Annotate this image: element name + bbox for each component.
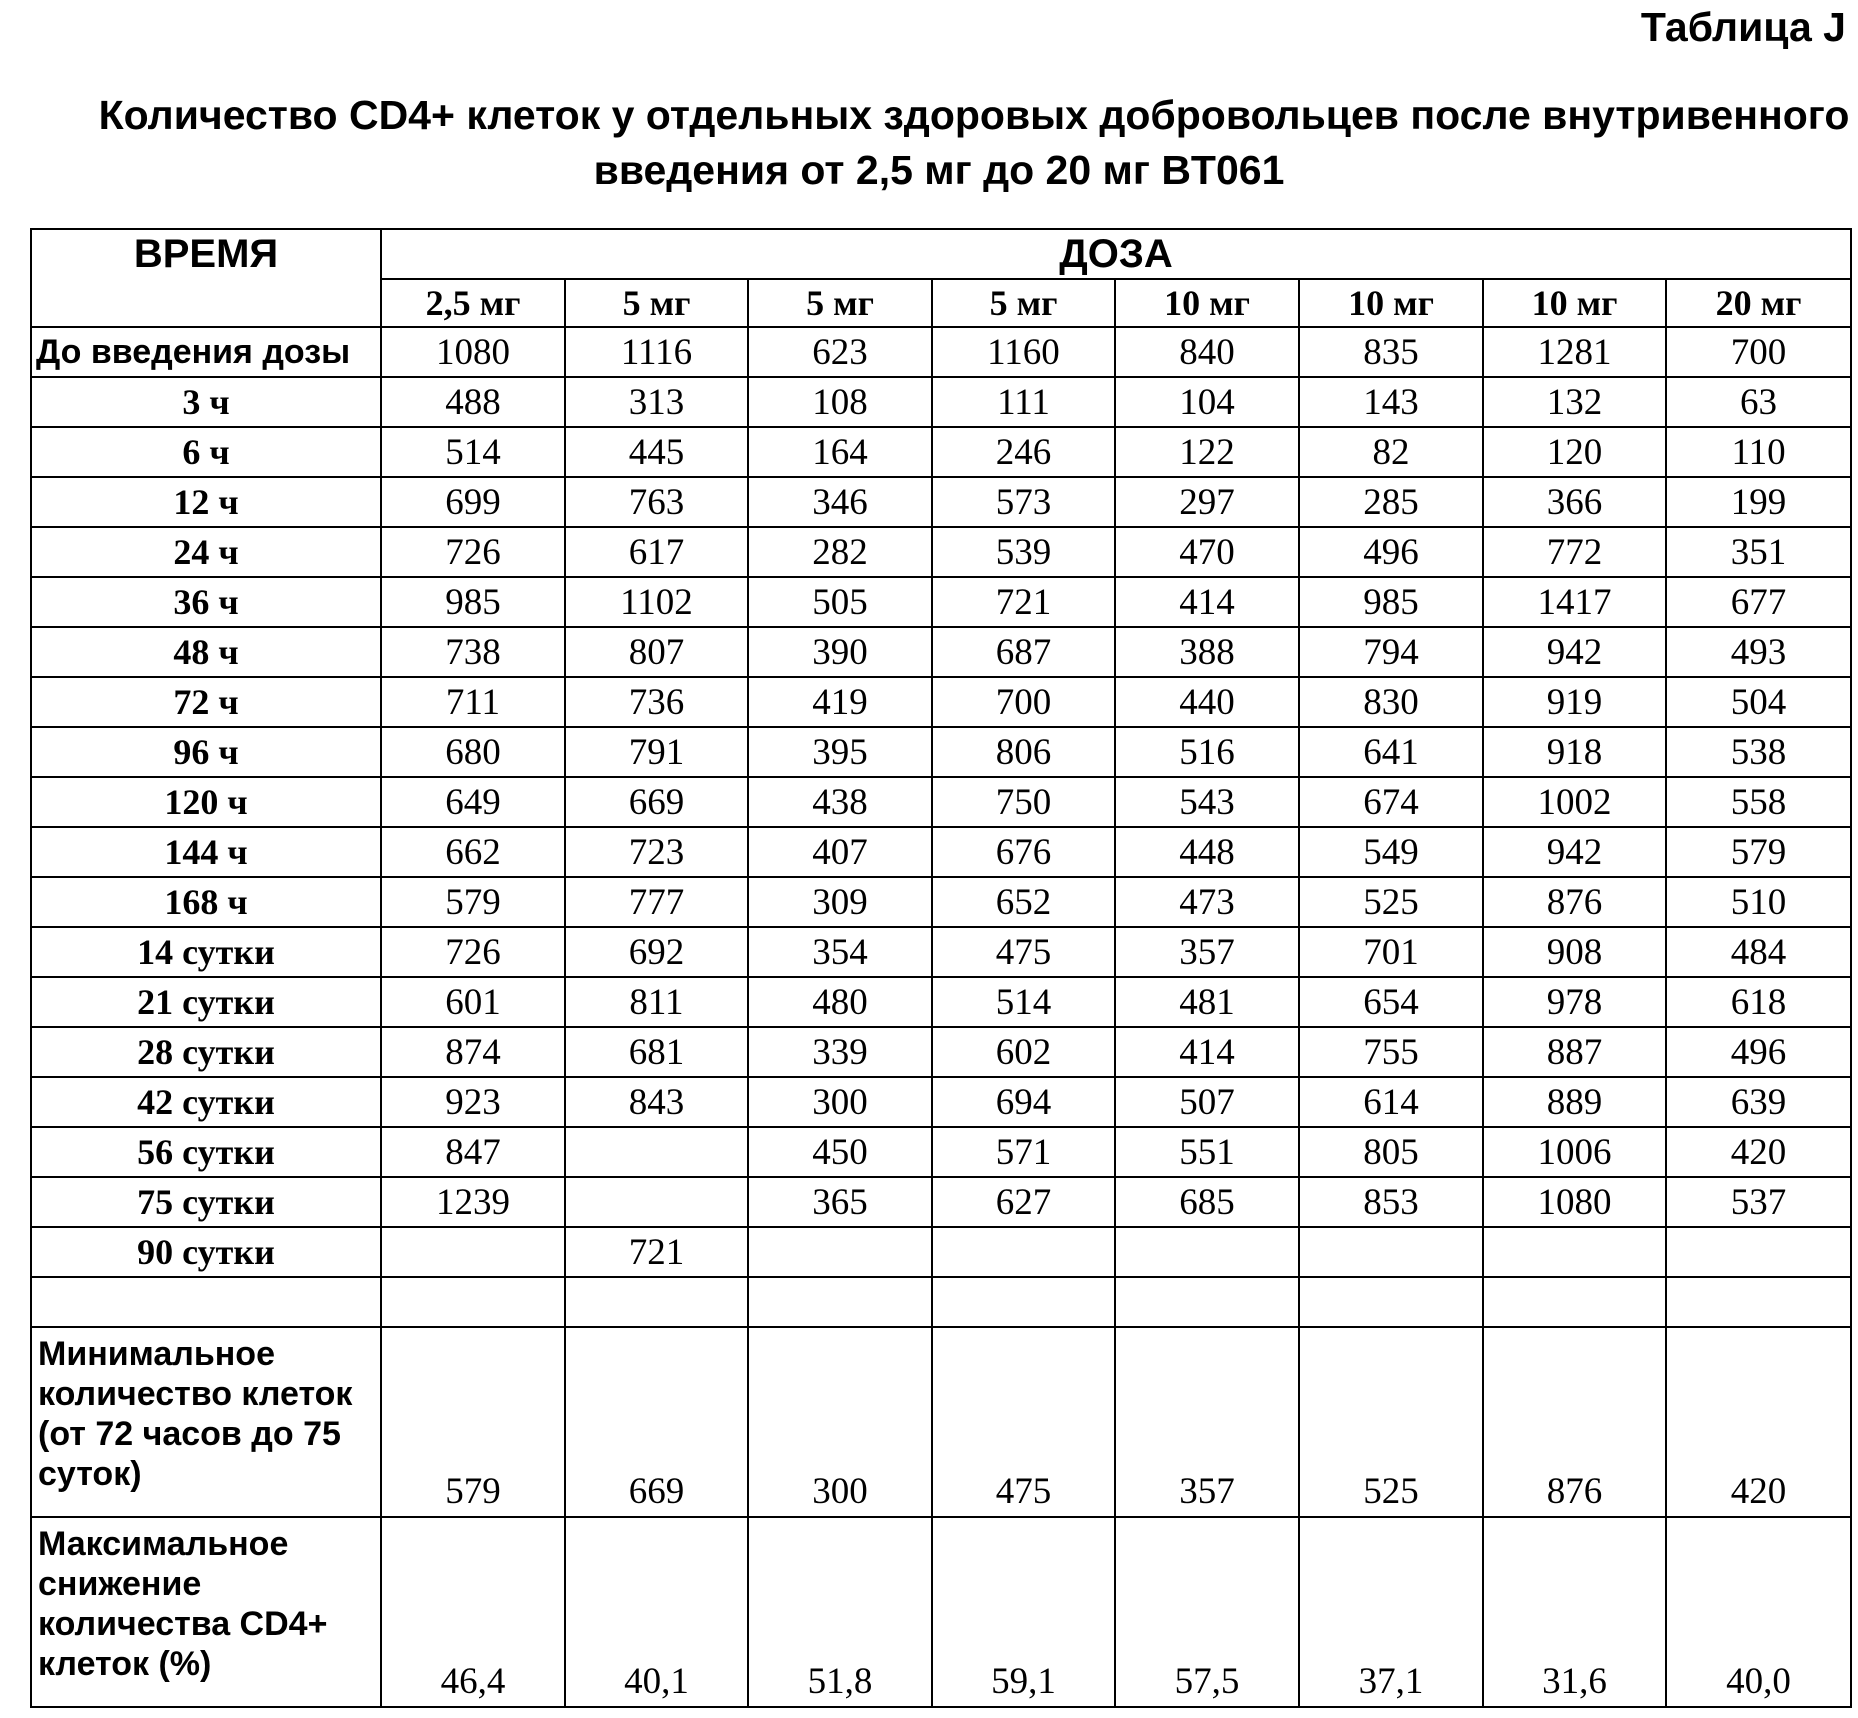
table-cell: 246: [932, 427, 1115, 477]
table-row: [31, 377, 1851, 427]
empty-cell: [1299, 1277, 1483, 1327]
time-label: 14 сутки: [31, 927, 381, 977]
table-cell: 1080: [1483, 1177, 1666, 1227]
table-row: [31, 527, 1851, 577]
table-cell: 573: [932, 477, 1115, 527]
min-count-row: [31, 1327, 1851, 1517]
table-cell: 1417: [1483, 577, 1666, 627]
summary-cell: 40,1: [565, 1517, 748, 1707]
table-cell: 470: [1115, 527, 1299, 577]
table-cell: 525: [1299, 877, 1483, 927]
table-cell: 763: [565, 477, 748, 527]
time-header: ВРЕМЯ: [31, 229, 381, 327]
table-row: [31, 1027, 1851, 1077]
table-cell: 923: [381, 1077, 565, 1127]
table-row: [31, 577, 1851, 627]
page-title: [20, 88, 1858, 198]
dose-label: 2,5 мг: [381, 279, 565, 327]
table-cell: 649: [381, 777, 565, 827]
table-cell: 493: [1666, 627, 1851, 677]
table-row: [31, 427, 1851, 477]
table-cell: 700: [1666, 327, 1851, 377]
table-cell: 806: [932, 727, 1115, 777]
table-cell: 652: [932, 877, 1115, 927]
table-cell: 876: [1483, 877, 1666, 927]
table-cell: 475: [932, 927, 1115, 977]
table-cell: 918: [1483, 727, 1666, 777]
table-cell: 510: [1666, 877, 1851, 927]
time-label: 36 ч: [31, 577, 381, 627]
summary-cell: 579: [381, 1327, 565, 1517]
summary-cell: 525: [1299, 1327, 1483, 1517]
table-row: [31, 1077, 1851, 1127]
table-cell: 514: [932, 977, 1115, 1027]
table-row: [31, 777, 1851, 827]
time-label: 72 ч: [31, 677, 381, 727]
table-cell: 601: [381, 977, 565, 1027]
time-label: 48 ч: [31, 627, 381, 677]
table-cell: 711: [381, 677, 565, 727]
empty-cell: [1666, 1277, 1851, 1327]
table-cell: 507: [1115, 1077, 1299, 1127]
table-cell: 82: [1299, 427, 1483, 477]
time-label: 12 ч: [31, 477, 381, 527]
table-cell: 677: [1666, 577, 1851, 627]
table-cell: 887: [1483, 1027, 1666, 1077]
table-cell: [1483, 1227, 1666, 1277]
table-cell: 143: [1299, 377, 1483, 427]
table-cell: 122: [1115, 427, 1299, 477]
time-label: 56 сутки: [31, 1127, 381, 1177]
table-cell: 110: [1666, 427, 1851, 477]
table-cell: 496: [1666, 1027, 1851, 1077]
table-row: [31, 927, 1851, 977]
table-cell: 978: [1483, 977, 1666, 1027]
table-cell: 297: [1115, 477, 1299, 527]
table-cell: 63: [1666, 377, 1851, 427]
empty-cell: [748, 1277, 932, 1327]
table-cell: 339: [748, 1027, 932, 1077]
table-cell: 627: [932, 1177, 1115, 1227]
table-cell: 481: [1115, 977, 1299, 1027]
table-cell: 450: [748, 1127, 932, 1177]
dose-label: 20 мг: [1666, 279, 1851, 327]
time-label: 42 сутки: [31, 1077, 381, 1127]
table-cell: 549: [1299, 827, 1483, 877]
table-cell: 480: [748, 977, 932, 1027]
table-cell: 641: [1299, 727, 1483, 777]
table-row: [31, 1177, 1851, 1227]
dose-label: 5 мг: [565, 279, 748, 327]
time-label: 28 сутки: [31, 1027, 381, 1077]
summary-cell: 876: [1483, 1327, 1666, 1517]
empty-cell: [31, 1277, 381, 1327]
table-cell: 777: [565, 877, 748, 927]
table-cell: 843: [565, 1077, 748, 1127]
table-cell: [1666, 1227, 1851, 1277]
table-cell: 805: [1299, 1127, 1483, 1177]
table-row: [31, 327, 1851, 377]
table-cell: [1299, 1227, 1483, 1277]
table-cell: 685: [1115, 1177, 1299, 1227]
table-row: [31, 1227, 1851, 1277]
table-cell: 438: [748, 777, 932, 827]
title-line-1: Количество CD4+ клеток у отдельных здоровых добровольцев после внутривенного: [98, 92, 1850, 138]
summary-cell: 40,0: [1666, 1517, 1851, 1707]
table-row: [31, 827, 1851, 877]
table-cell: 388: [1115, 627, 1299, 677]
table-cell: 537: [1666, 1177, 1851, 1227]
table-cell: 104: [1115, 377, 1299, 427]
table-row: [31, 727, 1851, 777]
time-label: 6 ч: [31, 427, 381, 477]
table-cell: 420: [1666, 1127, 1851, 1177]
table-cell: [565, 1127, 748, 1177]
table-cell: 874: [381, 1027, 565, 1077]
table-cell: 357: [1115, 927, 1299, 977]
table-cell: 111: [932, 377, 1115, 427]
table-cell: 721: [565, 1227, 748, 1277]
table-cell: 285: [1299, 477, 1483, 527]
table-cell: 309: [748, 877, 932, 927]
table-cell: 516: [1115, 727, 1299, 777]
table-cell: 539: [932, 527, 1115, 577]
summary-cell: 46,4: [381, 1517, 565, 1707]
empty-cell: [565, 1277, 748, 1327]
table-cell: 750: [932, 777, 1115, 827]
table-cell: 571: [932, 1127, 1115, 1177]
table-cell: 414: [1115, 1027, 1299, 1077]
time-label: До введения дозы: [31, 327, 381, 377]
table-cell: 919: [1483, 677, 1666, 727]
table-row: [31, 677, 1851, 727]
table-row: [31, 477, 1851, 527]
header-row: [31, 229, 1851, 279]
table-cell: 1102: [565, 577, 748, 627]
table-cell: 504: [1666, 677, 1851, 727]
empty-cell: [1483, 1277, 1666, 1327]
table-cell: 579: [381, 877, 565, 927]
max-decrease-row: [31, 1517, 1851, 1707]
table-cell: 985: [1299, 577, 1483, 627]
table-cell: 484: [1666, 927, 1851, 977]
table-cell: 282: [748, 527, 932, 577]
table-cell: 346: [748, 477, 932, 527]
table-cell: 351: [1666, 527, 1851, 577]
table-cell: 617: [565, 527, 748, 577]
table-cell: 419: [748, 677, 932, 727]
table-cell: 164: [748, 427, 932, 477]
empty-cell: [932, 1277, 1115, 1327]
table-cell: 1281: [1483, 327, 1666, 377]
table-cell: 551: [1115, 1127, 1299, 1177]
table-cell: [565, 1177, 748, 1227]
table-cell: 794: [1299, 627, 1483, 677]
table-cell: 699: [381, 477, 565, 527]
summary-label: Максимальное снижение количества CD4+ клеток (%): [31, 1517, 381, 1707]
table-row: [31, 1127, 1851, 1177]
table-cell: 835: [1299, 327, 1483, 377]
table-cell: 414: [1115, 577, 1299, 627]
table-cell: 300: [748, 1077, 932, 1127]
empty-cell: [381, 1277, 565, 1327]
table-cell: 488: [381, 377, 565, 427]
table-cell: 847: [381, 1127, 565, 1177]
table-cell: 120: [1483, 427, 1666, 477]
table-cell: 440: [1115, 677, 1299, 727]
table-cell: 199: [1666, 477, 1851, 527]
time-label: 24 ч: [31, 527, 381, 577]
dose-label: 10 мг: [1115, 279, 1299, 327]
table-cell: 676: [932, 827, 1115, 877]
time-label: 90 сутки: [31, 1227, 381, 1277]
cd4-table: [30, 228, 1852, 1708]
table-cell: 840: [1115, 327, 1299, 377]
dose-header: ДОЗА: [381, 229, 1851, 279]
table-cell: 390: [748, 627, 932, 677]
table-cell: 543: [1115, 777, 1299, 827]
summary-cell: 357: [1115, 1327, 1299, 1517]
table-cell: 736: [565, 677, 748, 727]
table-cell: 1002: [1483, 777, 1666, 827]
time-label: 120 ч: [31, 777, 381, 827]
table-cell: 108: [748, 377, 932, 427]
table-cell: 889: [1483, 1077, 1666, 1127]
table-cell: 579: [1666, 827, 1851, 877]
table-cell: 772: [1483, 527, 1666, 577]
table-cell: 445: [565, 427, 748, 477]
table-cell: 726: [381, 927, 565, 977]
summary-cell: 475: [932, 1327, 1115, 1517]
summary-cell: 37,1: [1299, 1517, 1483, 1707]
time-label: 96 ч: [31, 727, 381, 777]
table-cell: 602: [932, 1027, 1115, 1077]
time-label: 3 ч: [31, 377, 381, 427]
summary-label: Минимальное количество клеток (от 72 часов до 75 суток): [31, 1327, 381, 1517]
table-cell: 723: [565, 827, 748, 877]
dose-label: 5 мг: [932, 279, 1115, 327]
empty-cell: [1115, 1277, 1299, 1327]
dose-label: 5 мг: [748, 279, 932, 327]
table-cell: 623: [748, 327, 932, 377]
table-cell: 726: [381, 527, 565, 577]
table-cell: [381, 1227, 565, 1277]
table-cell: 681: [565, 1027, 748, 1077]
table-cell: 395: [748, 727, 932, 777]
table-cell: 618: [1666, 977, 1851, 1027]
table-cell: 1006: [1483, 1127, 1666, 1177]
summary-cell: 51,8: [748, 1517, 932, 1707]
table-cell: 313: [565, 377, 748, 427]
table-row: [31, 977, 1851, 1027]
table-cell: 700: [932, 677, 1115, 727]
table-cell: 538: [1666, 727, 1851, 777]
table-cell: 687: [932, 627, 1115, 677]
table-cell: 1080: [381, 327, 565, 377]
table-cell: 558: [1666, 777, 1851, 827]
table-cell: 366: [1483, 477, 1666, 527]
table-cell: 755: [1299, 1027, 1483, 1077]
summary-cell: 57,5: [1115, 1517, 1299, 1707]
table-cell: 473: [1115, 877, 1299, 927]
table-cell: [748, 1227, 932, 1277]
table-cell: 614: [1299, 1077, 1483, 1127]
table-cell: 662: [381, 827, 565, 877]
table-label: Таблица J: [1640, 4, 1846, 50]
table-cell: 1160: [932, 327, 1115, 377]
table-cell: 701: [1299, 927, 1483, 977]
summary-cell: 31,6: [1483, 1517, 1666, 1707]
table-cell: 365: [748, 1177, 932, 1227]
table-cell: 496: [1299, 527, 1483, 577]
table-cell: 680: [381, 727, 565, 777]
table-cell: 694: [932, 1077, 1115, 1127]
summary-cell: 300: [748, 1327, 932, 1517]
dose-label: 10 мг: [1299, 279, 1483, 327]
table-cell: 985: [381, 577, 565, 627]
table-cell: 354: [748, 927, 932, 977]
table-cell: 942: [1483, 627, 1666, 677]
table-cell: 807: [565, 627, 748, 677]
summary-cell: 420: [1666, 1327, 1851, 1517]
empty-row: [31, 1277, 1851, 1327]
table-cell: 692: [565, 927, 748, 977]
table-cell: [932, 1227, 1115, 1277]
title-line-2: введения от 2,5 мг до 20 мг BT061: [593, 147, 1285, 193]
table-cell: 514: [381, 427, 565, 477]
dose-label: 10 мг: [1483, 279, 1666, 327]
table-cell: 853: [1299, 1177, 1483, 1227]
table-cell: 505: [748, 577, 932, 627]
table-cell: 1239: [381, 1177, 565, 1227]
table-cell: 654: [1299, 977, 1483, 1027]
table-cell: 738: [381, 627, 565, 677]
table-row: [31, 627, 1851, 677]
time-label: 75 сутки: [31, 1177, 381, 1227]
time-label: 21 сутки: [31, 977, 381, 1027]
table-cell: 811: [565, 977, 748, 1027]
time-label: 168 ч: [31, 877, 381, 927]
table-cell: 674: [1299, 777, 1483, 827]
table-cell: 448: [1115, 827, 1299, 877]
table-cell: 721: [932, 577, 1115, 627]
table-cell: 132: [1483, 377, 1666, 427]
table-row: [31, 877, 1851, 927]
table-cell: 669: [565, 777, 748, 827]
table-cell: 830: [1299, 677, 1483, 727]
summary-cell: 669: [565, 1327, 748, 1517]
table-cell: [1115, 1227, 1299, 1277]
table-cell: 942: [1483, 827, 1666, 877]
table-cell: 407: [748, 827, 932, 877]
table-cell: 908: [1483, 927, 1666, 977]
table-cell: 639: [1666, 1077, 1851, 1127]
table-cell: 1116: [565, 327, 748, 377]
summary-cell: 59,1: [932, 1517, 1115, 1707]
time-label: 144 ч: [31, 827, 381, 877]
table-cell: 791: [565, 727, 748, 777]
